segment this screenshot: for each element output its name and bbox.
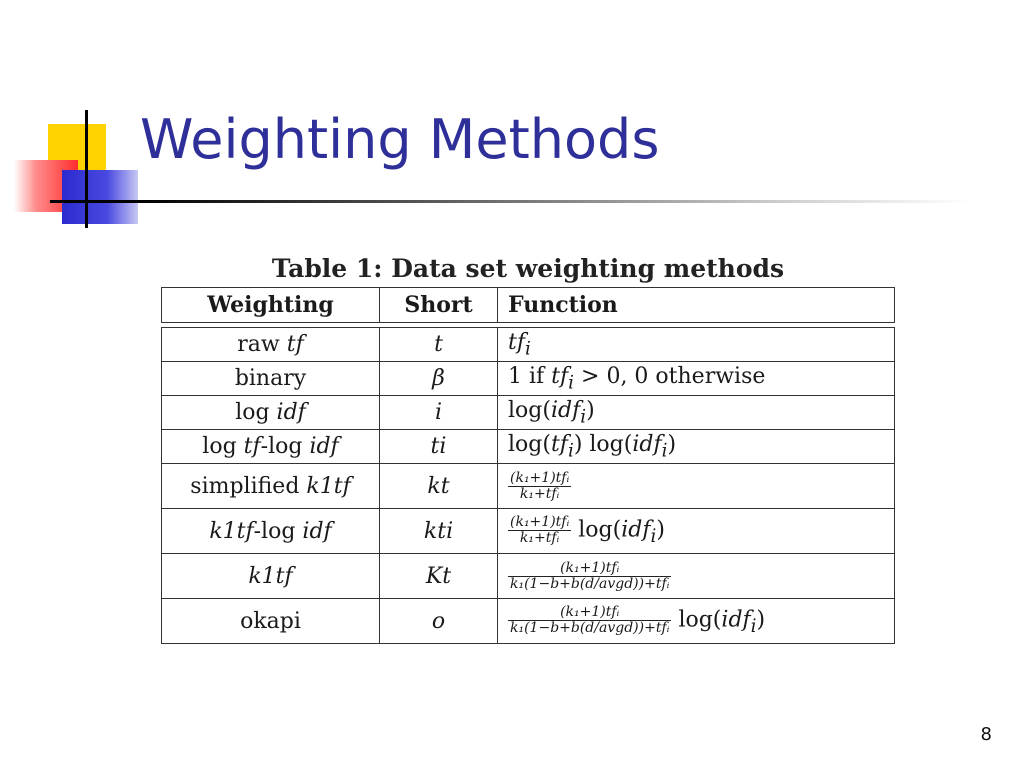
slide-title: Weighting Methods — [140, 108, 660, 171]
cell-short: o — [380, 599, 498, 644]
cell-short: kt — [380, 464, 498, 509]
title-underline — [50, 200, 970, 203]
cell-function: $\frac{\text{(k₁+1)tfᵢ}}{\text{k₁(1−b+b(d/avgd))+tfᵢ}}$ log(idf$_i$) — [498, 599, 895, 644]
cell-function — [498, 464, 895, 509]
cell-short: t — [380, 328, 498, 362]
cell-short: kti — [380, 509, 498, 554]
cell-function — [498, 554, 895, 599]
header-function: Function — [498, 288, 895, 323]
cell-weighting: log idf — [162, 396, 380, 430]
fraction: $\frac{\text{(k₁+1)tfᵢ}}{\text{k₁(1−b+b(d/avgd))+tfᵢ}}$ — [510, 604, 670, 637]
table-caption: Table 1: Data set weighting methods — [271, 254, 785, 283]
cell-weighting: binary — [162, 362, 380, 396]
table-row — [162, 464, 895, 509]
cell-function: $\log(tf_i)$ log(idf$_i$) — [498, 430, 895, 464]
cell-weighting: k1tf-log idf — [162, 509, 380, 554]
cell-weighting: okapi — [162, 599, 380, 644]
table-row — [162, 328, 895, 362]
cell-function: 1 if $tf_i > 0$, 0 otherwise — [498, 362, 895, 396]
table-row — [162, 554, 895, 599]
table-row — [162, 396, 895, 430]
page-number: 8 — [980, 724, 992, 745]
cell-short: i — [380, 396, 498, 430]
blue-square — [62, 170, 138, 224]
table-row — [162, 362, 895, 396]
cell-function: log(idf$_i$) — [498, 396, 895, 430]
cell-function: $tf_i$ — [498, 328, 895, 362]
fraction: $\frac{\text{(k₁+1)tfᵢ}}{\text{k₁+tfᵢ}}$ — [510, 469, 570, 502]
cell-short: Kt — [380, 554, 498, 599]
weighting-methods-table — [161, 287, 895, 644]
header-short: Short — [380, 288, 498, 323]
cell-weighting: k1tf — [162, 554, 380, 599]
cell-weighting: log tf-log idf — [162, 430, 380, 464]
cell-weighting: simplified k1tf — [162, 464, 380, 509]
table-row — [162, 599, 895, 644]
fraction: $\frac{\text{(k₁+1)tfᵢ}}{\text{k₁+tfᵢ}}$ — [510, 514, 570, 547]
table-row — [162, 430, 895, 464]
slide-decoration — [0, 0, 160, 240]
cell-short: ti — [380, 430, 498, 464]
vertical-rule — [85, 110, 88, 228]
header-weighting: Weighting — [162, 288, 380, 323]
cell-short: β — [380, 362, 498, 396]
fraction: $\frac{\text{(k₁+1)tfᵢ}}{\text{k₁(1−b+b(d/avgd))+tfᵢ}}$ — [510, 559, 670, 592]
cell-function: $\frac{\text{(k₁+1)tfᵢ}}{\text{k₁+tfᵢ}}$ log(idf$_i$) — [498, 509, 895, 554]
cell-weighting: raw tf — [162, 328, 380, 362]
table-row — [162, 509, 895, 554]
table-header-row — [162, 288, 895, 323]
